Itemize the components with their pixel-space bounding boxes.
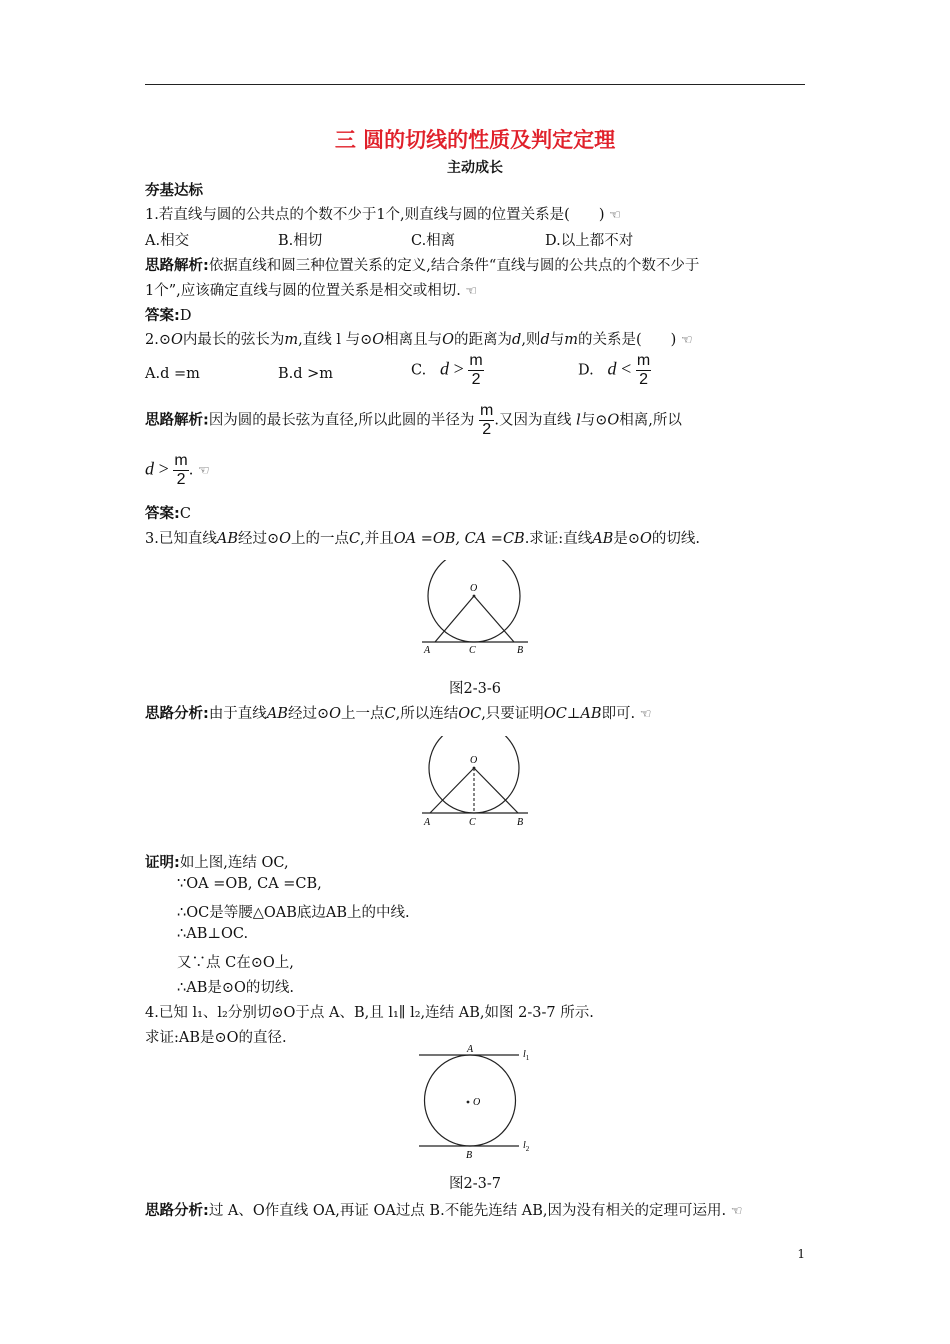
hand-mark-icon: ☜ [197, 463, 210, 479]
q2-option-c-label: C. [411, 362, 427, 379]
q3-stem-part: O [279, 531, 292, 547]
segment-oa [435, 596, 474, 642]
q3-analysis-part: OC⊥AB [543, 706, 602, 722]
q2-analysis-text: 因为圆的最长弦为直径,所以此圆的半径为 [208, 412, 475, 429]
q1-analysis-line2: 1个”,应该确定直线与圆的位置关系是相交或相切. [145, 283, 461, 299]
label-c: C [469, 817, 476, 828]
frac-num: m [469, 352, 483, 369]
figure-2-3-7 [415, 1043, 537, 1161]
q2-stem-part: O [442, 332, 455, 348]
q3-proof-label: 证明: [145, 855, 180, 871]
q2-conclusion-gt: > [158, 458, 169, 479]
hand-mark-icon: ☜ [465, 284, 478, 299]
frac-den: 2 [176, 471, 186, 488]
q3-stem-part: O [640, 531, 652, 547]
q2-answer [145, 502, 191, 523]
q1-option-b: B.相切 [278, 233, 323, 249]
label-l1 [523, 1049, 530, 1062]
q2-conclusion-d: d [145, 458, 154, 479]
q2-answer-label: 答案: [145, 506, 180, 522]
q3-analysis-part: 上一点 [341, 706, 385, 722]
q3-proof-text: 如上图,连结 OC, [179, 855, 289, 871]
q2-stem-part: d [512, 332, 522, 348]
label-c: C [469, 645, 476, 656]
frac-num: m [480, 402, 494, 419]
center-dot [473, 595, 476, 598]
label-l2 [523, 1140, 530, 1153]
q1-answer-label: 答案: [145, 308, 180, 324]
q3-analysis-part: OC [458, 706, 482, 722]
page-subtitle: 主动成长 [447, 160, 503, 176]
q1-analysis-label: 思路解析: [145, 258, 209, 274]
label-l1-sub: 1 [525, 1054, 530, 1062]
frac-num: m [636, 352, 651, 369]
circle-o [425, 1055, 516, 1146]
q2-conclusion-fraction [173, 452, 188, 489]
q3-proof-line-4: ∴AB⊥OC. [177, 926, 249, 942]
q1-option-a: A.相交 [145, 233, 190, 249]
q2-option-c-fraction [468, 352, 483, 389]
header-rule [145, 84, 805, 85]
page-number: 1 [797, 1247, 805, 1261]
q2-analysis-o: O [607, 412, 620, 429]
q3-proof-line-2: ∵OA =OB, CA =CB, [177, 876, 322, 892]
q3-stem-part: .求证:直线 [524, 531, 593, 547]
q1-answer-value: D [179, 308, 192, 324]
q3-stem-part: OA =OB, CA =CB [393, 531, 525, 547]
q2-stem-part: 内最长的弦长为 [182, 332, 285, 348]
q3-proof-line-6: ∴AB是⊙O的切线. [177, 980, 294, 996]
section-heading: 夯基达标 [145, 183, 203, 199]
q2-option-d-label: D. [578, 362, 594, 379]
frac-den: 2 [471, 371, 481, 388]
q2-option-c-d: d [440, 358, 450, 379]
q2-option-c-gt: > [453, 358, 464, 379]
q4-analysis-label: 思路分析: [145, 1203, 209, 1219]
q1-analysis-line1: 依据直线和圆三种位置关系的定义,结合条件“直线与圆的公共点的个数不少于 [208, 258, 700, 274]
q3-analysis-part: ,只要证明 [481, 706, 544, 722]
q1-option-c: C.相离 [411, 233, 456, 249]
hand-mark-icon: ☜ [680, 333, 693, 348]
q3-analysis-label: 思路分析: [145, 706, 209, 722]
frac-num: m [174, 452, 188, 469]
label-a: A [424, 645, 431, 656]
q1-answer [145, 304, 191, 325]
q2-stem-part: 相离且与 [384, 332, 443, 348]
label-b: B [517, 645, 524, 656]
circle-o [428, 560, 520, 642]
center-dot [473, 767, 476, 770]
q3-proof-line-1 [145, 851, 289, 872]
q3-stem-part: ,并且 [360, 531, 394, 547]
label-o: O [470, 755, 478, 766]
q3-stem-part: AB [216, 531, 238, 547]
q3-analysis-part: AB [266, 706, 288, 722]
q3-proof-line-5: 又∵点 C在⊙O上, [177, 955, 294, 971]
label-b: B [466, 1150, 473, 1161]
figure-caption-2-3-7: 图2-3-7 [449, 1176, 501, 1192]
q3-analysis-part: C [384, 706, 396, 722]
q2-analysis-label: 思路解析: [145, 412, 209, 429]
q3-stem-part: AB [592, 531, 614, 547]
segment-oa [430, 768, 474, 813]
q2-stem-part: 的关系是( ) [577, 332, 677, 348]
q3-stem-part: 的切线. [651, 531, 700, 547]
label-l1-base: l [523, 1049, 526, 1060]
q3-analysis-part: 由于直线 [208, 706, 267, 722]
q2-stem-part: 与 [549, 332, 565, 348]
q3-analysis-part: ,所以连结 [395, 706, 459, 722]
q1-analysis [145, 254, 699, 275]
q3-stem-part: C [349, 531, 361, 547]
segment-ob [474, 768, 518, 813]
q2-conclusion [145, 452, 210, 489]
label-o: O [470, 583, 478, 594]
label-o: O [473, 1097, 481, 1108]
q3-proof-line-3: ∴OC是等腰△OAB底边AB上的中线. [177, 905, 410, 921]
q2-stem [145, 328, 693, 349]
label-l2-sub: 2 [525, 1145, 530, 1153]
q2-stem-part: m [284, 332, 299, 348]
q2-stem-part: ,直线 l 与⊙ [298, 332, 373, 348]
label-l2-base: l [523, 1140, 526, 1151]
label-a: A [424, 817, 431, 828]
q2-answer-value: C [179, 506, 191, 522]
page-title: 三 圆的切线的性质及判定定理 [334, 128, 616, 152]
q2-analysis-text: 与⊙ [580, 412, 608, 429]
q2-option-d-d: d [607, 358, 617, 379]
q2-analysis [145, 402, 682, 439]
figure-2-3-6 [418, 560, 532, 656]
q3-analysis [145, 702, 651, 723]
q2-analysis-text: 相离,所以 [619, 412, 682, 429]
q2-stem-part: O [170, 332, 183, 348]
q2-stem-part: 2.⊙ [145, 332, 171, 348]
q1-option-d: D.以上都不对 [545, 233, 634, 249]
q2-analysis-l: l [576, 412, 581, 429]
q2-option-c [411, 352, 484, 389]
q4-analysis [145, 1199, 742, 1220]
q2-option-b: B.d >m [278, 366, 334, 382]
center-dot [467, 1101, 470, 1104]
q3-analysis-part: 即可. [601, 706, 636, 722]
q3-analysis-part: O [329, 706, 341, 722]
q2-stem-part: O [372, 332, 385, 348]
q2-conclusion-end: . [188, 462, 194, 479]
frac-den: 2 [639, 371, 649, 388]
q3-stem-part: 经过⊙ [237, 531, 280, 547]
label-b: B [517, 817, 524, 828]
q1-analysis-cont [145, 279, 477, 300]
q4-stem-line-2: 求证:AB是⊙O的直径. [145, 1030, 287, 1046]
frac-den: 2 [482, 421, 492, 438]
q2-stem-part: ,则 [521, 332, 541, 348]
hand-mark-icon: ☜ [639, 707, 652, 722]
q2-stem-part: 的距离为 [454, 332, 513, 348]
q2-stem-part: d [540, 332, 550, 348]
hand-mark-icon: ☜ [609, 208, 621, 223]
q3-analysis-part: 经过⊙ [287, 706, 330, 722]
q3-stem-part: 上的一点 [291, 531, 350, 547]
segment-ob [474, 596, 514, 642]
q2-analysis-text: .又因为直线 [494, 412, 572, 429]
q3-stem-part: 3.已知直线 [145, 531, 217, 547]
figure-caption-2-3-6: 图2-3-6 [449, 681, 501, 697]
q4-analysis-text: 过 A、O作直线 OA,再证 OA过点 B.不能先连结 AB,因为没有相关的定理可运用. [208, 1203, 727, 1219]
q2-option-a: A.d =m [145, 366, 200, 382]
q2-stem-part: m [564, 332, 578, 348]
q4-stem-line-1: 4.已知 l₁、l₂分别切⊙O于点 A、B,且 l₁∥ l₂,连结 AB,如图 2-3-7 所示. [145, 1005, 594, 1021]
q2-analysis-fraction [479, 402, 494, 439]
hand-mark-icon: ☜ [730, 1204, 743, 1219]
q2-option-d-lt: < [621, 358, 632, 379]
figure-proof [418, 736, 532, 832]
q1-stem [145, 203, 621, 224]
q1-stem-text: 1.若直线与圆的公共点的个数不少于1个,则直线与圆的位置关系是( ) [145, 207, 605, 223]
q3-stem-part: 是⊙ [613, 531, 640, 547]
q2-option-d [578, 352, 651, 389]
q2-option-d-fraction [636, 352, 651, 389]
q3-stem [145, 527, 700, 548]
label-a: A [467, 1044, 474, 1055]
